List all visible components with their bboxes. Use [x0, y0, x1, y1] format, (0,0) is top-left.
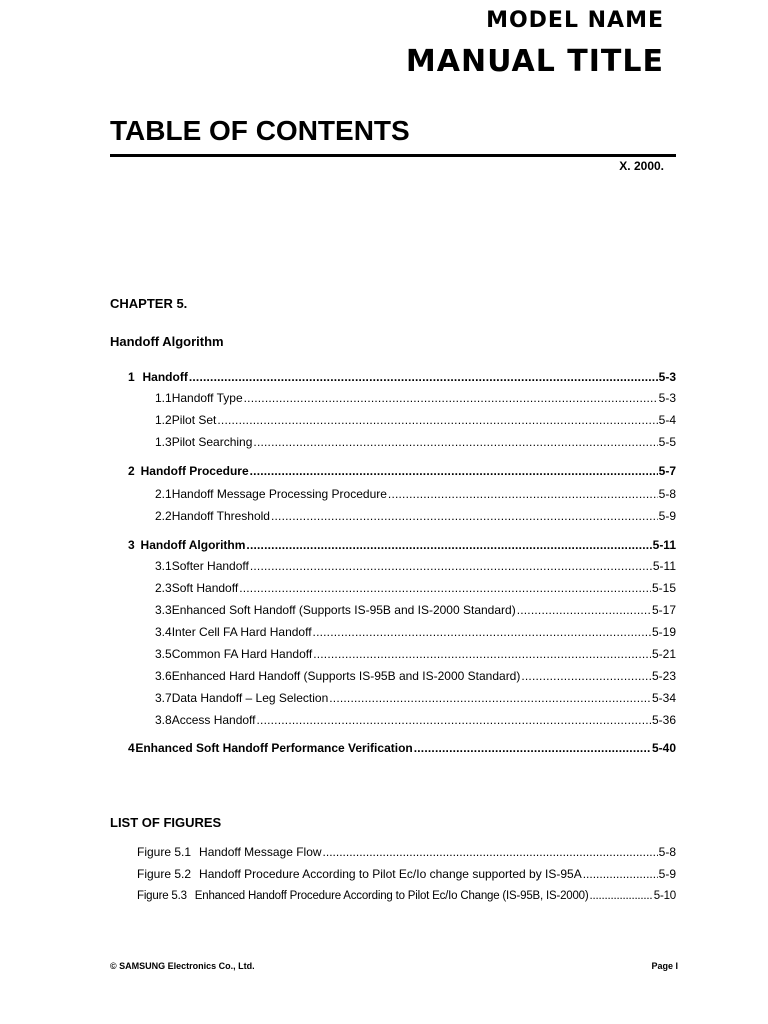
toc-entry-label: Softer Handoff	[171, 559, 249, 573]
manual-title: MANUAL TITLE	[405, 44, 664, 79]
figure-label: Handoff Procedure According to Pilot Ec/Io change supported by IS-95A	[199, 867, 582, 881]
toc-entry[interactable]	[128, 740, 676, 756]
dot-leader	[313, 624, 651, 640]
toc-entry-page: 5-4	[658, 413, 676, 427]
toc-entry-page: 5-3	[658, 391, 676, 405]
toc-entry-label: Handoff Threshold	[171, 509, 270, 523]
toc-entry-label: Enhanced Soft Handoff (Supports IS-95B and IS-2000 Standard)	[171, 603, 516, 617]
toc-entry-page: 5-9	[658, 509, 676, 523]
figure-number: Figure 5.2	[137, 867, 192, 881]
toc-entry[interactable]	[128, 463, 676, 479]
dot-leader	[583, 866, 658, 882]
toc-entry-page: 5-3	[658, 370, 676, 384]
toc-entry-label: Handoff	[142, 370, 188, 384]
toc-entry-page: 5-11	[652, 538, 676, 552]
heading-rule	[110, 154, 676, 157]
toc-entry-number: 3.5	[155, 647, 172, 661]
toc-entry-page: 5-17	[651, 603, 676, 617]
dot-leader	[257, 712, 651, 728]
toc-entry[interactable]	[155, 486, 676, 502]
chapter-subject: Handoff Algorithm	[110, 334, 224, 349]
toc-entry-number: 4	[128, 741, 135, 755]
dot-leader	[217, 412, 657, 428]
dot-leader	[329, 690, 651, 706]
chapter-label: CHAPTER 5.	[110, 296, 188, 311]
toc-entry-number: 1.2	[155, 413, 172, 427]
toc-entry-label: Handoff Algorithm	[140, 538, 246, 552]
toc-entry-page: 5-11	[652, 559, 676, 573]
toc-entry-label: Common FA Hard Handoff	[171, 647, 313, 661]
toc-entry-label: Data Handoff – Leg Selection	[171, 691, 329, 705]
toc-entry-label: Pilot Searching	[171, 435, 253, 449]
toc-entry-number: 3.8	[155, 713, 172, 727]
figure-page: 5-8	[658, 845, 676, 859]
dot-leader	[323, 844, 658, 860]
toc-entry-label: Pilot Set	[171, 413, 217, 427]
list-of-figures-heading: LIST OF FIGURES	[110, 815, 222, 830]
toc-entry-number: 2.1	[155, 487, 172, 501]
toc-entry[interactable]	[155, 712, 676, 728]
dot-leader	[239, 580, 651, 596]
toc-entry-page: 5-23	[651, 669, 676, 683]
dot-leader	[521, 668, 651, 684]
document-date: X. 2000.	[619, 159, 664, 173]
toc-entry[interactable]	[155, 668, 676, 684]
figure-label: Handoff Message Flow	[199, 845, 322, 859]
figure-entry[interactable]	[137, 844, 676, 860]
toc-entry[interactable]	[155, 690, 676, 706]
toc-entry-page: 5-15	[651, 581, 676, 595]
toc-entry-label: Soft Handoff	[171, 581, 239, 595]
toc-entry-page: 5-19	[651, 625, 676, 639]
figure-page: 5-9	[658, 867, 676, 881]
toc-entry[interactable]	[155, 434, 676, 450]
figure-entry[interactable]	[137, 866, 676, 882]
toc-entry-label: Access Handoff	[171, 713, 256, 727]
figure-page: 5-10	[653, 890, 676, 902]
toc-entry-number: 2.2	[155, 509, 172, 523]
toc-entry[interactable]	[155, 390, 676, 406]
toc-entry-label: Handoff Message Processing Procedure	[171, 487, 387, 501]
toc-entry-number: 3.6	[155, 669, 172, 683]
toc-entry-page: 5-36	[651, 713, 676, 727]
dot-leader	[590, 888, 653, 904]
toc-entry-number: 1.1	[155, 391, 172, 405]
dot-leader	[517, 602, 651, 618]
toc-entry[interactable]	[155, 624, 676, 640]
toc-entry-number: 2	[128, 464, 135, 478]
toc-entry-label: Handoff Procedure	[140, 464, 249, 478]
toc-entry-page: 5-40	[651, 741, 676, 755]
toc-entry-page: 5-8	[658, 487, 676, 501]
toc-entry-page: 5-34	[651, 691, 676, 705]
toc-entry-number: 3.4	[155, 625, 172, 639]
toc-entry[interactable]	[155, 646, 676, 662]
dot-leader	[250, 558, 652, 574]
dot-leader	[271, 508, 658, 524]
toc-entry[interactable]	[155, 412, 676, 428]
toc-entry-label: Enhanced Hard Handoff (Supports IS-95B and IS-2000 Standard)	[171, 669, 521, 683]
figure-number: Figure 5.3	[137, 890, 187, 902]
toc-entry-number: 3.7	[155, 691, 172, 705]
dot-leader	[244, 390, 658, 406]
toc-entry-page: 5-5	[658, 435, 676, 449]
toc-entry-number: 3	[128, 538, 135, 552]
toc-entry-number: 3.3	[155, 603, 172, 617]
dot-leader	[253, 434, 657, 450]
toc-entry-number: 3.1	[155, 559, 172, 573]
toc-entry[interactable]	[155, 602, 676, 618]
toc-entry-number: 1	[128, 370, 135, 384]
toc-entry[interactable]	[155, 508, 676, 524]
dot-leader	[246, 537, 651, 553]
toc-entry-number: 1.3	[155, 435, 172, 449]
toc-entry-label: Inter Cell FA Hard Handoff	[171, 625, 312, 639]
toc-entry[interactable]	[155, 580, 676, 596]
figure-entry[interactable]	[137, 888, 676, 904]
dot-leader	[250, 463, 658, 479]
toc-entry-number: 2.3	[155, 581, 172, 595]
figure-label: Enhanced Handoff Procedure According to Pilot Ec/Io Change (IS-95B, IS-2000)	[194, 890, 589, 902]
toc-entry-page: 5-21	[651, 647, 676, 661]
toc-entry-page: 5-7	[658, 464, 676, 478]
dot-leader	[313, 646, 651, 662]
model-name: MODEL NAME	[486, 8, 664, 33]
page-number: Page I	[651, 961, 678, 971]
toc-entry[interactable]	[128, 369, 676, 385]
dot-leader	[189, 369, 658, 385]
toc-entry-label: Enhanced Soft Handoff Performance Verification	[135, 741, 413, 755]
toc-entry-label: Handoff Type	[171, 391, 243, 405]
copyright-notice: © SAMSUNG Electronics Co., Ltd.	[110, 961, 255, 971]
dot-leader	[388, 486, 658, 502]
figure-number: Figure 5.1	[137, 845, 192, 859]
toc-entry[interactable]	[155, 558, 676, 574]
toc-entry[interactable]	[128, 537, 676, 553]
dot-leader	[414, 740, 651, 756]
toc-heading: TABLE OF CONTENTS	[110, 115, 410, 146]
